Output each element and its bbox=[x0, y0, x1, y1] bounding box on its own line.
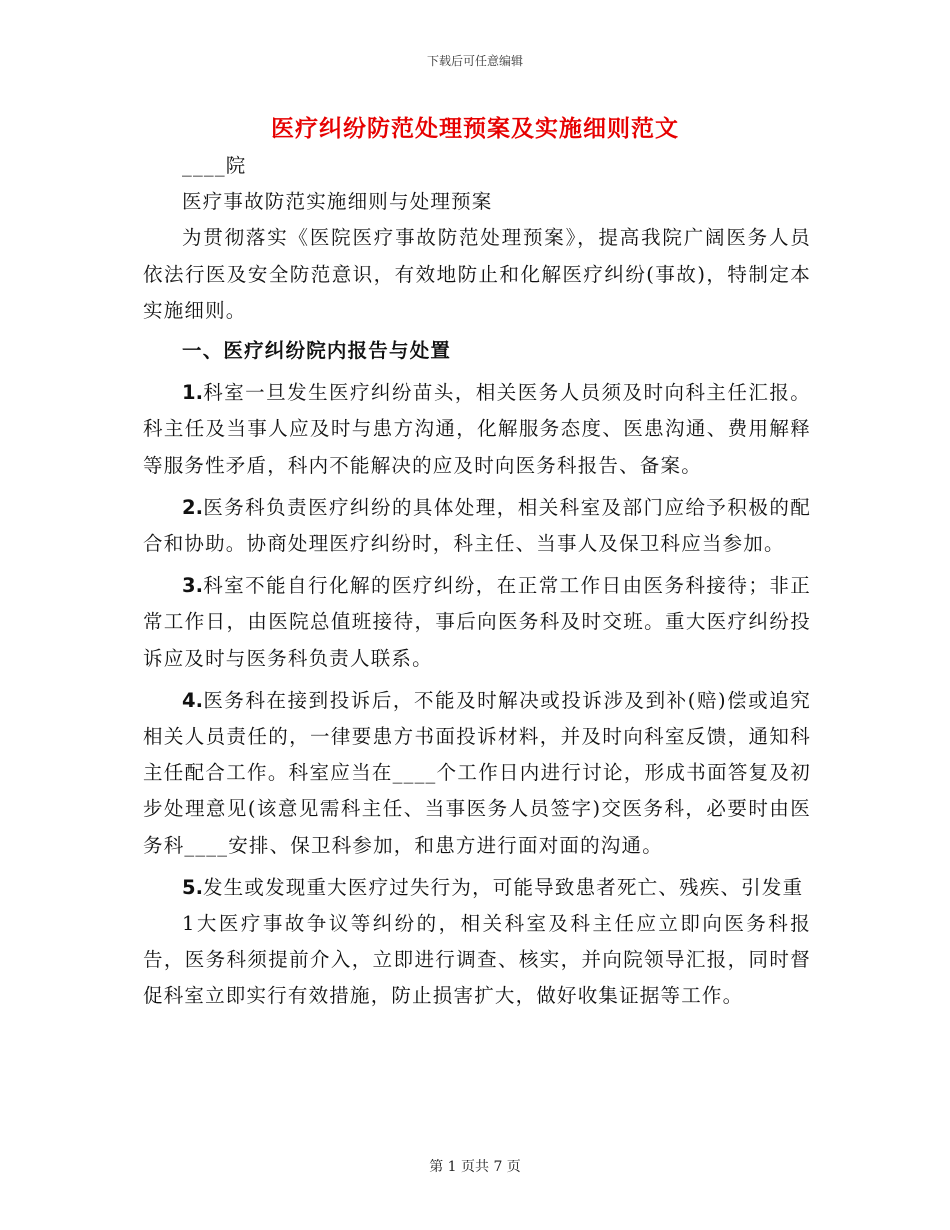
item-number: 3. bbox=[182, 574, 203, 598]
document-subtitle: 医疗事故防范实施细则与处理预案 bbox=[182, 190, 493, 214]
item-text: 发生或发现重大医疗过失行为，可能导致患者死亡、残疾、引发重 bbox=[202, 875, 804, 899]
list-item bbox=[143, 683, 811, 864]
item-number: 1. bbox=[182, 381, 203, 405]
intro-paragraph: 为贯彻落实《医院医疗事故防范处理预案》，提高我院广阔医务人员依法行医及安全防范意识，有效地防止和化解医疗纠纷(事故)，特制定本实施细则。 bbox=[143, 226, 811, 322]
header-note: 下载后可任意编辑 bbox=[426, 54, 523, 68]
hospital-line: ____院 bbox=[182, 154, 247, 177]
document-title: 医疗纠纷防范处理预案及实施细则范文 bbox=[271, 115, 679, 142]
list-item bbox=[143, 490, 811, 562]
item-number: 2. bbox=[182, 495, 203, 519]
item-number: 4. bbox=[182, 688, 203, 712]
list-item bbox=[143, 870, 811, 906]
list-item bbox=[143, 568, 811, 677]
section-heading: 一、医疗纠纷院内报告与处置 bbox=[182, 339, 452, 363]
item-number: 5. bbox=[182, 875, 203, 899]
list-item bbox=[143, 375, 811, 484]
item-text: 科室不能自行化解的医疗纠纷，在正常工作日由医务科接待；非正常工作日，由医院总值班接待，事后向医务科及时交班。重大医疗纠纷投诉应及时与医务科负责人联系。 bbox=[143, 574, 811, 670]
item-text: 医务科负责医疗纠纷的具体处理，相关科室及部门应给予积极的配合和协助。协商处理医疗纠纷时，科主任、当事人及保卫科应当参加。 bbox=[143, 495, 811, 556]
item-text: 医务科在接到投诉后，不能及时解决或投诉涉及到补(赔)偿或追究相关人员责任的，一律要患方书面投诉材料，并及时向科室反馈，通知科主任配合工作。科室应当在____个工作日内进行讨论，形成书面答复及初步处理意见(该意见需科主任、当事医务人员签字)交医务科，必要时由医务科____安排、保卫科参加，和患方进行面对面的沟通。 bbox=[143, 688, 811, 857]
page-number: 第 1 页共 7 页 bbox=[429, 1159, 521, 1175]
document-body bbox=[143, 148, 811, 1015]
item-text: 科室一旦发生医疗纠纷苗头，相关医务人员须及时向科主任汇报。科主任及当事人应及时与患方沟通，化解服务态度、医患沟通、费用解释等服务性矛盾，科内不能解决的应及时向医务科报告、备案。 bbox=[143, 381, 811, 477]
continuation-paragraph: 1大医疗事故争议等纠纷的，相关科室及科主任应立即向医务科报告，医务科须提前介入，立即进行调查、核实，并向院领导汇报，同时督促科室立即实行有效措施，防止损害扩大，做好收集证据等工作。 bbox=[143, 912, 811, 1008]
